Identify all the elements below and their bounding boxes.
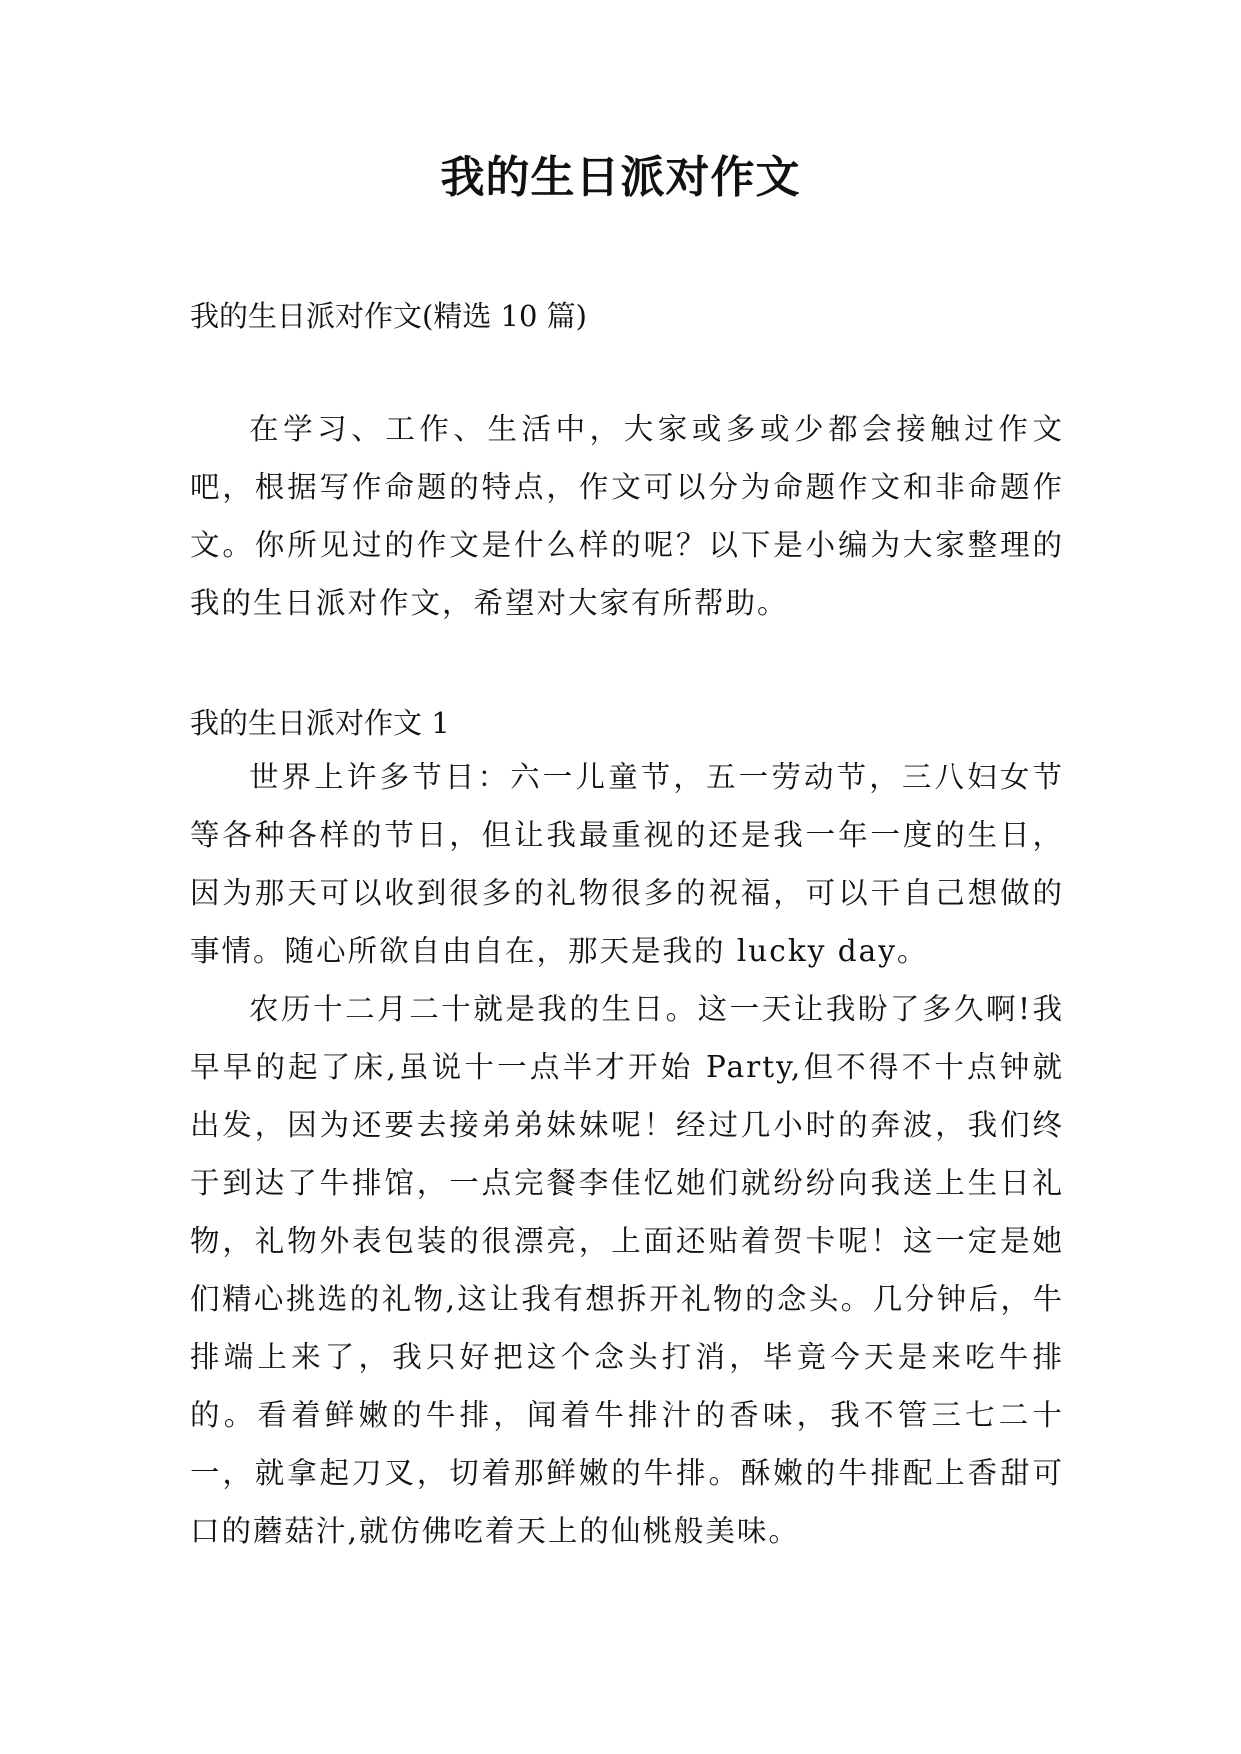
section-heading-1: 我的生日派对作文 1	[190, 706, 450, 740]
document-title: 我的生日派对作文	[440, 152, 801, 203]
section-1-paragraph-1: 世界上许多节日：六一儿童节，五一劳动节，三八妇女节等各种各样的节日，但让我最重视的还是我一年一度的生日，因为那天可以收到很多的礼物很多的祝福，可以干自己想做的事情。随心所欲自由自在，那天是我的 lucky day。	[190, 760, 1064, 968]
intro-section	[190, 400, 1064, 632]
section-body-1	[190, 748, 1064, 1560]
section-1-paragraph-2: 农历十二月二十就是我的生日。这一天让我盼了多久啊!我早早的起了床,虽说十一点半才开始 Party,但不得不十点钟就出发，因为还要去接弟弟妹妹呢！经过几小时的奔波，我们终于到达了牛排馆，一点完餐李佳忆她们就纷纷向我送上生日礼物，礼物外表包装的很漂亮，上面还贴着贺卡呢！这一定是她们精心挑选的礼物,这让我有想拆开礼物的念头。几分钟后，牛排端上来了，我只好把这个念头打消，毕竟今天是来吃牛排的。看着鲜嫩的牛排，闻着牛排汁的香味，我不管三七二十一，就拿起刀叉，切着那鲜嫩的牛排。酥嫩的牛排配上香甜可口的蘑菇汁,就仿佛吃着天上的仙桃般美味。	[190, 992, 1064, 1548]
document-subtitle: 我的生日派对作文(精选 10 篇)	[190, 299, 587, 333]
intro-paragraph: 在学习、工作、生活中，大家或多或少都会接触过作文吧，根据写作命题的特点，作文可以分为命题作文和非命题作文。你所见过的作文是什么样的呢？以下是小编为大家整理的我的生日派对作文，希望对大家有所帮助。	[190, 412, 1064, 620]
